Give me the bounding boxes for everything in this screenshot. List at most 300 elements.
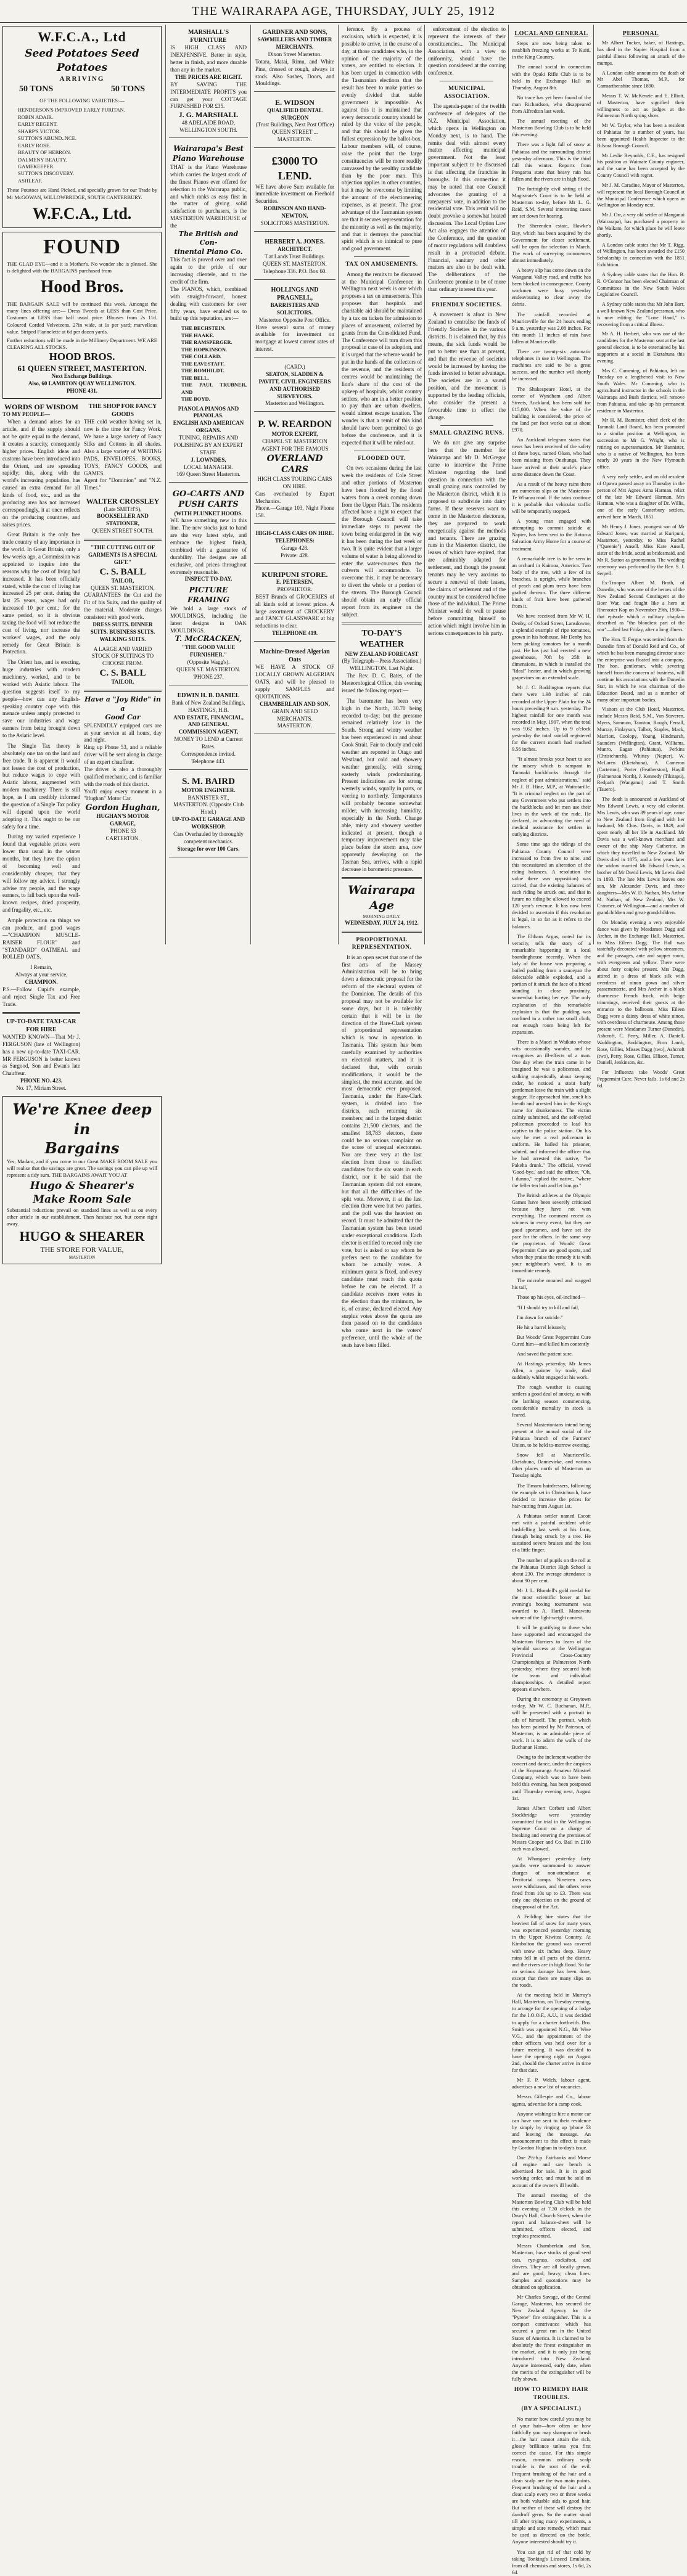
wisdom-and-shop-split: [2, 403, 162, 1092]
local-paragraph: There is a Maori in Waikato whose wits occasionally wander, and he recognises an ill-effects of a man. One day when the train came in he imagined he was a policeman, and stalking majestically about keeping order, he noticed a stout burly gentleman leave the train with a slight stagger. He approached him, smelt his breath and arrested him in the King's name for drunkenness. The victim calmly submitted, and the self-styled policeman proceeded to lead his captive to the police station. On his way he met a real policeman in uniform. He hailed his prisoner, saluted, and informed the officer that he had arrested this native, "he Pakeha drunk." The official, vowed 'Good-bye,' and said the officer, "Oh, I dunno," replied the native, "where the feller ten bob and let him go.": [512, 1039, 591, 1188]
mccracken-opp: (Opposite Wagg's).: [187, 659, 230, 666]
personal-paragraph: A London cable announces the death of Mr Abel Thomas, M.P., for Carmarthenshire since 1890.: [597, 70, 685, 89]
local-paragraph: Messrs Gillespie and Co., labour agents, advertise for a camp cook.: [512, 2094, 591, 2107]
reardon-hire: HIGH CLASS TOURING CARS ON HIRE.: [257, 475, 332, 489]
personal-paragraph: Mr J. Orr, a very old settler of Manganui (Wairarapa), has purchased a property in the Waikato, for which place he will leave shortly.: [597, 212, 685, 238]
local-paragraph: I'm down for suicide.": [517, 1314, 563, 1320]
taxi-address: No. 17, Miriam Street.: [16, 1085, 67, 1092]
ball-addr: QUEEN ST. MASTERTON,: [91, 584, 155, 591]
taxi-sub: FOR HIRE: [26, 1026, 57, 1033]
hood-address: 61 QUEEN STREET, MASTERTON.: [17, 363, 147, 373]
hugo-name2: Make Room Sale: [33, 1193, 131, 1206]
bargains-body: Yes, Madam, and if you come to our Great MAKE ROOM SALE you will realise that the savings are great. The savings you can pile up will represent a tidy sum. THE BARGAINS AWAIT YOU AT: [7, 1158, 157, 1179]
column-rule: [338, 25, 339, 944]
hood-glad-eye: THE GLAD EYE—and it is Mother's. No wonder she is pleased. She is delighted with the BARGAINS purchased from: [7, 260, 157, 274]
hughan-phone: 'PHONE 53: [109, 828, 136, 835]
ball-lines: DRESS SUITS. DINNER SUITS. BUSINESS SUITS. WALKING SUITS.: [90, 621, 155, 642]
jones-addr: T.at Lands Trust Buildings.: [264, 253, 326, 260]
hair-footer: You can get rid of that cold by taking Tonking's Linseed Emulsion, from all chemists and stores, 1s 6d, 2s 6d.: [512, 2549, 591, 2575]
reardon-phone: Phone.—Garage 103, Night Phone 158.: [255, 505, 334, 519]
local-paragraph: The Timaru hairdressers, following the example set in Christchurch, have decided to increase the prices for hair-cutting from August 1st.: [512, 1482, 591, 1509]
gocarts-sub: (WITH PLUNKET HOODS.: [174, 510, 243, 517]
jones-ad: [254, 235, 335, 280]
kuripuni-ad: [254, 568, 335, 642]
column-editorial-2: [426, 25, 508, 944]
prop-heading: PROPORTIONAL REPRESENTATION.: [352, 936, 412, 951]
reardon-agent: AGENT FOR THE FAMOUS: [261, 446, 329, 452]
daniel-addr: HASTINGS, H.B.: [187, 706, 229, 713]
reardon-addr: CHAPEL ST. MASTERTON: [262, 438, 327, 445]
hood-bros-ad: [2, 232, 162, 399]
baird-trade: MOTOR ENGINEER.: [181, 787, 236, 793]
kuripuni-title: KURIPUNI STORE.: [261, 570, 328, 579]
piano-make: THE BECHSTEIN.: [181, 325, 226, 332]
local-paragraph: An Auckland telegram states that news has been received of the safety of three boys, named Olsen, who had been missing from Onehunga. They have arrived at their uncle's place some distance down the Coast.: [512, 437, 591, 477]
kuripuni-trade: PROPRIETOR.: [277, 586, 313, 592]
weather-telegraph: (By Telegraph—Press Association.): [342, 658, 422, 664]
local-paragraph: "It almost breaks your heart to see the misery which is rampant in Taranaki backblocks through the neglect of past administrations," said Mr J. B. Hine, M.P., at Waitotarille. "It is criminal neglect on the part of any Government who put settlers into the backblocks and let men use their lives in the work of the rude. He declared, in advocating the need of medical assistance for settlers in outlying districts.: [512, 756, 591, 838]
piano-sub2: ENGLISH AND AMERICAN ORGANS.: [173, 420, 244, 434]
piano-make: THE COLLARD.: [181, 353, 221, 360]
paper-title: Wairarapa Age: [348, 883, 416, 912]
personal-paragraph: A Sydney cable states that Mr John Barr, a well-known New Zealand pressman, who is now editing the "Lone Hand," is recovering from a critical illness.: [597, 301, 685, 327]
local-paragraph: Mr J. C. Boddington reports that there were 1.98 inches of rain recorded at the Upper Plain for the 24 hours preceding 9 a.m. yesterday. The highest rainfall for one month was recorded in May, 1907, when the total was 9.62 inches. Up to 9 o'clock yesterday the total rainfall registered for the current month had reached 9.56 inches.: [512, 685, 591, 753]
baird-body: UP-TO-DATE GARAGE AND WORKSHOP.: [171, 816, 245, 830]
local-paragraph: The Eltham Argus, noted for its veracity, tells the story of a remarkable happening in a local boardinghouse recently. When the lady of the house was preparing a boiled pudding from a saucepan the delectable edible exploded, and a portion of it struck the face of a friend standing in close proximity, somewhat hurting her eye. The only explanation of this remarkable explosion is that the pudding was confined in a rather too small cloth, not enough room being left for expansion.: [512, 933, 591, 1035]
baird-storage: Storage for over 100 Cars.: [177, 845, 240, 852]
personal-paragraph: A London cable states that Mr T. Rigg, of Wellington, has been awarded the £150 Scholarship in connection with the 1851 Exhibition.: [597, 242, 685, 268]
column-rule: [250, 25, 251, 944]
local-paragraph: The microbe moaned and wagged his tail,: [512, 1278, 591, 1291]
ball-quote: "THE CUTTING OUT OF GARMENTS IS A SPECIAL GIFT.": [88, 544, 157, 565]
paper-date: WEDNESDAY, JULY 24, 1912.: [345, 919, 419, 926]
daniel-bank: Bank of New Zealand Buildings,: [171, 699, 245, 706]
pragnell-body: Have several sums of money available for investment on mortgage at lowest current rates of interest.: [255, 324, 334, 353]
personal-paragraph: Messrs T. W. McKenzie and E. Elliott, of Masterton, have signified their willingness to act as judges at the Palmerston North spring show.: [597, 92, 685, 119]
column-rule: [165, 25, 166, 944]
piano-make: THE HOPKINSON.: [181, 346, 228, 353]
potato-variety: EARLY REGENT.: [18, 121, 58, 128]
personal-paragraph: Mr A. H. Herbert, who was one of the candidates for the Masterton seat at the last general election, is to be entertained by his supporters at a social in Eketahuna this evening.: [597, 331, 685, 364]
column-ads-2: [167, 25, 250, 944]
marshall-title: MARSHALL'S FURNITURE: [187, 29, 229, 44]
personal-heading: PERSONAL: [622, 30, 659, 37]
wisdom-signoff: I Remain,: [30, 964, 52, 971]
wfca-tons-left: 50 TONS: [19, 84, 54, 94]
gocarts-ad: [169, 486, 248, 685]
local-paragraph: Anyone wishing to hire a motor car can have one sent to their residence by simply by ringing up 'phone 53 and leaving the message. An announcement to this effect is made by Gordon Hughan in to-day's issue.: [512, 2111, 591, 2151]
local-paragraph: The annual meeting of the Masterton Bowling Club is to be held this evening.: [512, 118, 591, 138]
baird-ad: [169, 774, 248, 857]
friendly-heading: FRIENDLY SOCIETIES.: [432, 301, 502, 308]
daniel-ad: [169, 689, 248, 770]
taxi-title: UP-TO-DATE TAXI-CAR: [6, 1018, 76, 1025]
wisdom-article: [2, 403, 80, 1092]
flooded-heading: FLOODED OUT.: [358, 455, 406, 462]
cars-hire-sub: TELEPHONES:: [274, 538, 315, 544]
jones-name: HERBERT A. JONES.: [265, 238, 325, 245]
piano-title2: Piano Warehouse: [172, 154, 245, 163]
lend-title: £3000 TO LEND.: [271, 155, 318, 182]
kuripuni-name: E. PETERSEN,: [276, 579, 314, 586]
column-rule: [508, 25, 509, 944]
weather-heading: TO-DAY'S WEATHER: [359, 628, 405, 650]
piano-company1: The British and Con-: [178, 229, 239, 247]
local-paragraph: And saved the patient sure.: [517, 1351, 573, 1357]
personal-paragraph: Mr H. M. Bannister, chief clerk of the Taranaki Land Board, has been promoted to a similar position at Wellington, in succession to Mr G. Wright, who is retiring on superannuation. Mr Bannister, who is a native of Wellington, has been nearly 20 years in the New Plymouth office.: [597, 417, 685, 470]
local-paragraph: Messrs Chamberlain and Son, Masterton, have stocks of good seed oats, rye-grass, cocksfoot, and clovers. They are all locally grown, and are good, heavy, clean lines. Samples and quotations may be obtained on application.: [512, 2243, 591, 2290]
local-paragraph: No trace has yet been found of the man Richardson, who disappeared from Alfredton last week.: [512, 94, 591, 115]
column-ads-3: [252, 25, 338, 944]
wisdom-ps: P.S.—Follow Cupid's example, and reject Single Tax and Free Trade.: [2, 986, 80, 1007]
hugo-name1: Hugo & Shearer's: [30, 1179, 134, 1192]
wfca-tons: [7, 84, 157, 95]
potato-variety: GAMEKEEPER.: [18, 163, 55, 170]
found-headline: FOUND: [43, 235, 121, 259]
seaton-ad: [254, 361, 335, 412]
gardner-addr: Dixon Street Masterton.: [268, 51, 322, 57]
piano-title1: Wairarapa's Best: [173, 144, 244, 153]
hair-body: No matter how careful you may be of your hair—how often or how faithfully you may shampoo or brush it—the hair cannot attain the rich, glossy brilliance unless you first correct the cause. For this simple reason, common ordinary scalp trouble is the root of the evil. Frequent brushing of the hair and a clean scalp are the two main points. Frequent brushing of the hair and a clean scalp every two or three weeks are both valuable aids to good hair. But neither of these will destroy the dandruff germ. So the matter stood till after trying many experiments, a simple and sure remedy, which must be used as directed on the bottle. Anyone interested should try it.: [512, 2416, 591, 2545]
local-paragraph: James Albert Corbett and Albert Stockbridge were yesterday committed for trial in the Wellington Supreme Court on a charge of breaking and entering the premises of Messrs Cooper and Co. Bail in £100 each was allowed.: [512, 1805, 591, 1852]
picture-title: PICTURE FRAMING: [187, 586, 229, 605]
hood-next: Next Exchange Buildings.: [51, 373, 113, 380]
ball-trade: TAILOR,: [111, 577, 134, 584]
wfca-variety-list: [18, 107, 157, 184]
wisdom-paragraph: When a demand arises for an article, and if the supply should not be quite equal to the demand, it creates a scarcity, consequently higher prices. English ideas and customs have been introduced into the Orient, and are spreading rapidly; this, along with the world's increasing population, has caused an extra demand for all kinds of food, etc., and as the producing area has not increased correspondingly, it at once reflects on the producing countries, and raises prices.: [2, 419, 80, 528]
hood-further: Further reductions will be made in the Millinery Department. WE ARE CLEARING ALL STOCKS.: [7, 337, 157, 351]
local-paragraph: The annual social in connection with the Opaki Rifle Club is to be held in the Exchange Hall on Thursday, August 8th.: [512, 64, 591, 91]
wfca-footer: W.F.C.A., Ltd.: [32, 204, 132, 223]
lend-name: ROBINSON AND HAND-NEWTON,: [263, 205, 326, 219]
picture-body: We hold a large stock of MOULDINGS, including the latest designs in OAK MOULDINGS.: [170, 605, 247, 634]
oats-ad: [254, 645, 335, 734]
wisdom-signature: CHAMPION.: [25, 979, 58, 986]
hughan-body4: You'll enjoy every moment in a "Hughan" Motor Car.: [84, 788, 162, 802]
piano-make: THE ROMHILDT.: [181, 367, 224, 374]
seaton-addr: Masterton and Wellington.: [265, 400, 324, 407]
oats-name: CHAMBERLAIN AND SON,: [260, 700, 330, 707]
piano-make: THE BELL.: [181, 374, 209, 381]
oats-town: MASTERTON.: [277, 722, 313, 729]
gardner-body: Totara, Matai, Rimu, and White Pine, dressed or rough, always in stock. Also Sashes, Doors, and Mouldings.: [255, 58, 334, 87]
municipal-body: The agenda-paper of the twelfth conference of delegates of the N.Z. Municipal Association, which opens in Wellington on Monday next, is to hand. The remits deal with almost every matter affecting municipal government. Not the least important subject to be discussed is that affecting the franchise in boroughs. In this connection it may be noted that one Council advocates the granting of a ratepayers' vote, in addition to the residential vote. This remit will no doubt provoke a somewhat heated discussion. The Local Option Law Act also engages the attention of the Conference, and the question of motor regulations will doubtless result in a protracted debate. Financial, sanitary and other matters are also to be dealt with. The deliberations of the Conference promise to be of more than ordinary interest this year.: [428, 103, 506, 293]
wfca-arriving: ARRIVING: [59, 75, 105, 83]
piano-make: THE EAVESTAFF.: [181, 360, 225, 367]
ball-body: GUARANTEES the Cut and the Fit of his Suits, and the quality of the material. Moderate charges consistent with good work.: [84, 592, 162, 621]
local-paragraph: A heavy slip has come down on the Wanganui Valley road, and traffic has been blocked in consequence. County workmen were busy yesterday endeavouring to clear away the debris.: [512, 268, 591, 308]
oats-title: Machine-Dressed Algerian Oats: [260, 648, 330, 664]
piano-make: THE PAUL TRUBNER, AND: [181, 382, 247, 395]
local-paragraph: A remarkable tree is to be seen in an orchard in Kaimoa, America. Two body of the tree, with a few of its branches, is upright, while branches of peach and plum trees have been grafted thereon. The three different kinds of fruit have been gathered from it.: [512, 555, 591, 610]
flooded-body: On two occasions during the last week the residents of Cole Street and other portions of Masterton have been flooded by the flood waters from a creek coming down from the Upper Plain. The residents affected have a right to expect that the Borough Council will take immediate steps to prevent the town being endangered in the way it has been during the last week or two. It is quite evident that a larger volume of water is being allowed to enter the water-courses than the culverts will accommodate. To overcome this, it may be necessary to divert the whole or a portion of the stream. The Borough Council should obtain an early official report from its engineer on the subject.: [342, 465, 422, 618]
personal-paragraph: Ex-Trooper Albert M. Brath, of Dunedin, who was one of the heroes of the New Zealand Second Contingent at the Boer War, and fought like a hero at Rhenoster Kop on November 29th, 1900—that episode which a military chaplain described as "the bloodiest part of the war"—died last Friday, after a long illness.: [597, 580, 685, 633]
widson-trade: QUALIFIED DENTAL SURGEON: [266, 107, 323, 121]
local-paragraph: A Feilding hire states that the heaviest fall of snow for many years was experienced yesterday morning in the Upper Kiwitea Country. At Kimbolton the ground was covered with snow six inches deep. Heavy rains fell in all parts of the district, and the rivers are in high flood. So far no serious damage has been done, except that there are many slips on the roads.: [512, 1914, 591, 1989]
pragnell-addr: Masterton Opposite Post Office.: [258, 316, 331, 323]
local-paragraph: "If I should try to kill and fail,: [517, 1304, 580, 1310]
weather-lead: The Rev. D. C. Bates, of the Meteorological Office, this evening issued the following report:—: [342, 673, 422, 693]
personal-paragraph: A Sydney cable states that the Hon. B. R. O'Connor has been elected Chairman of Committees in the New South Wales Legislative Council.: [597, 271, 685, 298]
local-paragraph: Snow fell at Mauriceville, Eketahuna, Dannevirke, and various other places north of Masterton on Tuesday night.: [512, 1452, 591, 1479]
local-paragraph: The rough weather is causing settlers a good deal of anxiety, as with the lambing season commencing, considerable mortality in stock is feared.: [512, 1384, 591, 1418]
daniel-trade: AND ESTATE, FINANCIAL, AND GENERAL COMMISSION AGENT,: [173, 714, 244, 735]
taxi-body: WANTED KNOWN—That Mr J. FERGUSON (late of Wellington) has a new up-to-date TAXI-CAR. MR FERGUSON is better known as Sargood, Son and Ewan's late Chauffeur.: [2, 1033, 80, 1077]
personal-paragraph: Mr Albert Tucker, baker, of Hastings, has died in the Napier Hospital from a painful illness following an attack of the mumps.: [597, 40, 685, 66]
personal-paragraph: The Hon. T. Fergus was retired from the Dunedin firm of Donald Reid and Co., of which he has been managing director since the enterprise was floated into a company. The hon. gentleman, while severing himself from the concern of business, will continue his associations with the Dunedin Star, in which he was chairman of the Education Board, and as a member of many other important bodies.: [597, 637, 685, 703]
column-local-general: [509, 25, 593, 2575]
local-paragraph: At Whangarei yesterday forty youths were summoned to answer charges of non-attendance at Territorial camps. Nineteen cases were withdrawn, and the others were fined from 10s up to £3. There was only one objection on the ground of disapproval of the Act.: [512, 1856, 591, 1910]
seaton-card: (CARD.): [284, 364, 305, 370]
ball2-trade: TAILOR.: [111, 679, 134, 685]
wisdom-paragraph: The Orient has, and is erecting, huge industries with modern machinery, worked, and to be worked with Asiatic labour. The question suggests itself to my people—how can any English-speaking country cope with this menace unless amply protected to save our industries and wage earners from being brought down to the Asiatic level.: [2, 659, 80, 739]
local-paragraph: It will be gratifying to those who have supported and encouraged the Masterton Harriers to learn of the splendid success at the Wellington Provincial Cross-Country Championships at Palmerston North yesterday, where they secured both the team and individual championships. A detailed report appears elsewhere.: [512, 1625, 591, 1693]
bargains-line2: Bargains: [44, 1139, 120, 1158]
ball-body2: A LARGE AND VARIED STOCK OF SUITINGS TO CHOOSE FROM.: [91, 645, 154, 667]
local-paragraph: But Woods' Great Peppermint Cure Cured him—and killed him contently: [512, 1334, 591, 1347]
crossley-late: (Late SMITH'S),: [104, 505, 142, 512]
hood-phone: PHONE 431.: [66, 388, 97, 395]
piano-manager-title: LOCAL MANAGER.: [184, 464, 233, 470]
wfca-tons-right: 50 TONS: [110, 84, 145, 94]
potato-variety: SUTTON'S ABUND..NCE.: [18, 135, 76, 142]
personal-paragraph: The death is announced at Auckland of Mrs Edward Lewis, a very old colonist. Mrs Lewis, who was 89 years of age, came to New Zealand from England with her husband, Mr Chas. Davis, in 1849, and spent nearly all her life in Auckland. Mr Davis was a well-known merchant and owner of the ship Mary Catherine, in which they travelled to New Zealand. Mr Davis died in 1875, and a few years later the widow married Mr Edward Lewis, a brother of Mr David Lewis, Mr Lewis died in 1893. The late Mrs Lewis leaves one son, Mr Alexander Davis, and three daughters—Mrs W. D. Nathan, Mrs Arthur M. Nathan, of New Zealand, Mrs W. Cranmer, of Wellington—and a number of grandchildren and great-grandchildren.: [597, 796, 685, 916]
local-paragraph: Mr J. L. Blundell's gold medal for the most scientific boxer at last evening's boxing tournament was awarded to A. Harill, Manawatu winner of the light-weight contest.: [512, 1587, 591, 1621]
local-paragraph: He hit a barrel leisurely,: [517, 1324, 567, 1330]
weather-sub: NEW ZEALAND FORECAST: [345, 650, 419, 657]
marshall-body: IS HIGH CLASS AND INEXPENSIVE. Better in style, better in finish, and more durable than any in the market.: [170, 44, 247, 73]
piano-body: THAT is the Piano Warehouse which carries the largest stock of the finest Pianos ever offered for selection to the Wairarapa public, and which ranks as easy first in the matter of giving solid satisfaction to purchasers, is the MASTERTON WAREHOUSE of the: [170, 164, 247, 229]
gardner-ad: [254, 26, 335, 92]
local-paragraph: There was a light fall of snow at Pahiatua and the surrounding district yesterday afternoon. This is the third fall this winter. Reports from Pongaroa state that heavy rain has fallen and the rivers are in high flood.: [512, 142, 591, 182]
pragnell-name: HOLLINGS AND PRAGNELL,: [271, 286, 319, 301]
weather-place: WELLINGTON, Last Night.: [349, 665, 414, 672]
piano-make: THE HAAKE.: [181, 332, 215, 338]
wfca-intro: OF THE FOLLOWING VARIETIES:—: [39, 97, 125, 104]
mccracken-tag: "THE GOOD VALUE FURNISHER.": [181, 644, 236, 658]
gocarts-title: GO-CARTS AND PUSH CARTS: [172, 489, 245, 510]
municipal-heading: MUNICIPAL ASSOCIATION.: [443, 86, 490, 100]
prop-body: It is an open secret that one of the first acts of the Massey Administration will be to bring down a democratic proposal for the reform of the electoral system of the Dominion. The details of this proposal may not be available for some days, but it is tolerably certain that it will be in the direction of the Hare-Clark system of proportional representation which is now in operation in Tasmania. This system has been carefully examined by authorities on electoral matters, and it is declared that, with certain modifications, it would be the simplest, the most accurate, and the most democratic ever proposed. Tasmania, under the Hare-Clark system, is divided into five districts, each returning six members; and in the largest district contains 21,500 electors, and the smallest 18,783 electors, there could be no serious complaint on the score of unequal electorates. Nor are there very at the last election from those to disaffect candidates for the six seats in each district, nor it be said that the Tasmanian system did not ensure, but that all the difficulties of the split vote. Moreover, it at the last election there were but two parties, and the poll was the heaviest on record. It must be admitted that the Tasmanian system has been tested under exceptional conditions. Each elector is entitled to record only one vote, but is asked to say whom he prefers next to the candidate for whom he actually votes. A minimum quota is fixed, and every candidate must reach this quota before he can be elected. If a candidate receives more votes in the election than the minimum, he is, of course, declared elected. Any surplus votes above the quota are then passed on to the candidates who come next in the voters' preference, until the whole of the seats have been filled.: [342, 954, 422, 1349]
grazing-body: We do not give any surprise here that the member for Wairarapa and Mr D. McGregor came to interview the Prime Minister regarding the land question in connection with the small grazing runs controlled by the Masterton district, which it is proposed to subdivide into dairy farms. If these reserves want to come in the Masterton electorate, they are prepared to work energetically against the methods and tenants. There are grazing runs in the Masterton district, the leases of which have expired, that are admirably adapted for settlement, and though the present tenants may be very anxious to secure a renewal of their leases, the claims of settlement and of the country must be considered before those of the individual. The Prime Minister would do well to pause before committing himself to action which might involve him in serious consequences to his party.: [428, 440, 506, 636]
local-paragraph: Some time ago the tidings of the Pahiatua County Council were increased to from five to nine, and this necessitated an alteration of the riding balances. A resolution the value there was opposition) was carried, that the existing balances of each riding be struck out, and that in future no riding be allowed to exceed 120 year's revenue. It has now been decided to ascertain if this resolution is legal, in so far as it refers to the balances.: [512, 841, 591, 930]
daniel-corr: Correspondence invited.: [181, 750, 236, 757]
gardner-title: GARDNER AND SONS,: [262, 29, 327, 36]
wfca-note: These Potatoes are Hand Picked, and specially grown for our Trade by Mr McGOWAN, WILLOWBRIDGE, SOUTH CANTERBURY.: [7, 187, 157, 200]
local-paragraph: A young man engaged with attempting to commit suicide at Napier, has been sent to the Rotorua Salvation Army Home for a course of treatment.: [512, 518, 591, 552]
crossley-addr: QUEEN STREET SOUTH.: [91, 528, 154, 534]
hood-body: THE BARGAIN SALE will be continued this week. Amongst the many lines offering are:— Dress Tweeds at LESS than Cost Price. Costumes at LESS than half usual price. Blouses from 2s 11d. Coloured Corded Velveteens, 27in wide, at 1s per yard; marvellous value. Striped Flannelette at 6d per dozen yards.: [7, 300, 157, 335]
marshall-ad: [169, 26, 248, 138]
hughan-name: Gordon Hughan,: [85, 803, 160, 813]
personal-paragraph: Mr W. Taylor, who has been a resident of Pahiatua for a number of years, has been appointed Health Inspector to the Bilsora Borough Council.: [597, 123, 685, 149]
piano-manager: J. LOWNDES,: [191, 456, 226, 463]
personal-paragraph: Mrs C. Cumming, of Pahiatua, left on Tuesday on a lengthened visit to New South Wales. Mr Cumming, who is agricultural instructor in the schools in the Wairarapa and Bush districts, will remove from Pahiatua, and take up his permanent residence in Masterton.: [597, 367, 685, 414]
personal-paragraph: Mr Henry J. Jones, youngest son of Mr Edward Jones, was married at Kuripuni, Masterton, yesterday, to Miss Rachel ("Queenie") Ansell. Miss Kate Ansell, sister of the bride, acted as bridesmaid, and Mr R. Sutton as groomsman. The wedding ceremony was performed by the Rev. S. J. Serpell.: [597, 523, 685, 576]
wfca-headline: Seed Potatoes Seed Potatoes: [25, 47, 139, 74]
daniel-money: MONEY TO LEND at Current Rates.: [174, 736, 243, 750]
jones-trade: ARCHITECT.: [277, 246, 313, 253]
personal-paragraph: For Influenza take Woods' Great Peppermint Cure. Never fails. 1s 6d and 2s 6d.: [597, 1069, 685, 1089]
local-paragraph: There are twenty-six automatic telephones in use in Wellington. The machines are said to be a great success, and the number will shortly be increased.: [512, 349, 591, 382]
piano-addr: 169 Queen Street Masterton.: [176, 471, 241, 478]
fancy-title: THE SHOP FOR FANCY GOODS: [88, 403, 157, 419]
hugo-shearer-ad: [2, 1096, 162, 1264]
cars-hire-garage: Garage 428.: [281, 544, 308, 551]
column-editorial-1: [339, 25, 424, 1349]
editorial-continued: ference. By a process of exclusion, which is expected, it is possible to arrive, in the course of a day, at those candidates who, in the opinion of the majority of the voters, are entitled to election. It has been urged in connection with the Tasmanian elections that the result has been to make parties so evenly divided that stable government is impossible. As against this it is maintained that every democratic country should be ruled by the voice of the people, and that this should be given the fullest expression by the ballot-box. Labour members will, of course, raise the point that the large constituencies will be more readily canvassed by the wealthy candidate than by the poor man. This objection applies in other countries, but it may be overcome by limiting the amount of the electioneering expenses, as at present. The great advantage of the Tasmanian system are that it secures representation for the minority as well as the majority, and that it destroys the parochial spirit which is so inimical to pure and good government.: [342, 26, 422, 252]
mccracken-addr: QUEEN ST. MASTERTON.: [176, 666, 241, 673]
local-general-heading: LOCAL AND GENERAL: [514, 30, 588, 37]
wisdom-salutation: TO MY PEOPLE—: [2, 411, 51, 418]
local-paragraph: One 2½-h.p. Fairbanks and Morse oil engine and saw bench is advertised for sale. It is in good working order, and must be sold on account of the owner's ill health.: [512, 2155, 591, 2188]
local-paragraph: The number of pupils on the roll at the Pahiatua District High School is about 230. The average attendance is about 90 per cent.: [512, 1557, 591, 1584]
hugo-town: MASTERTON: [68, 1255, 96, 1261]
personal-paragraph: On Monday evening a very enjoyable dance was given by Mesdames Dagg and Archer, in the Exchange Hall, Masterton, to Miss Eileen Dagg. The Hall was tastefully decorated with yellow streamers, and the passages, ante and supper room, with evergreens and yellow. There were about forty couples present. Mrs Dagg, attired in a dress of black silk with overdress of ninon gown and silver passementerie, and Mrs Archer in a black charmeuse French frock, with beige trimmings, received their guests at the entrance to the ballroom. Miss Eileen Dagg wore a dainty dress of white ninon, with overdress of charmeuse. Among those present were Mesdames Turner (Dunedin), Ashcroft, C. Perry, Miller, A. Daniell, Waddington, Boddington, Eton Lamb, Rose, Gillies, Misses Dagg (two), Ashcroft (two), Perry, Rose, Gillies, Ellison, Turner, Daniell, Jenkinson, &c.: [597, 920, 685, 1066]
jones-street: QUEEN ST. MASTERTON.: [263, 260, 327, 267]
lend-trade: SOLICITORS MASTERTON.: [260, 219, 329, 226]
potato-variety: HENDERSON'S IMPROVED EARLY PURITAN.: [18, 107, 125, 113]
local-paragraph: The annual meeting of the Masterton Bowling Club will be held this evening at 7.30 o'clock in the Drury's Hall, Church Street, when the report and balance-sheet will be submitted, officers elected, and trophies presented.: [512, 2192, 591, 2239]
potato-variety: DALMENY BEAUTY.: [18, 156, 67, 163]
grazing-heading: SMALL GRAZING RUNS.: [429, 430, 504, 436]
local-paragraph: The rainfall recorded at Mauriceville for the 24 hours ending 9 a.m. yesterday was 2.08 inches. For this month 11 inches of rain have fallen at Mauriceville.: [512, 311, 591, 345]
tax-body: Among the remits to be discussed at the Municipal Conference in Wellington next week is one which proposes a tax on amusements. This proposes that hospitals and charitable aid should be maintained by a tax on tickets for admission to places of amusement, collected by grants from the Consolidated Fund. The Conference will turn down this proposal in case of its adoption, and it is urged that the scheme would be put in the hands of the collectors of the revenue, and the residents of centres would be maintaining the lion's share of the cost of the upkeep of hospitals, whilst country settlers, who are in a better position to pay than are urban dwellers, would almost escape taxation. The wonder is that a remit of this kind should have been permitted to go before the conference, and it is expected that it will be ruled out.: [342, 271, 422, 446]
personal-paragraph: A very early settler, and an old resident of Opawa passed away on Thursday in the person of Mrs Agnes Anna Harman, relict of the late Mr Edward Harman. Mrs Harman, who was a daughter of Dr. Willis, one of the early Canterbury settlers, arrived here in March, 1851.: [597, 474, 685, 520]
potato-variety: BEAUTY OF HEBRON.: [18, 149, 72, 156]
potato-variety: ROBIN ADAIR.: [18, 113, 54, 120]
wisdom-paragraph: Ample protection on things we can produce, and good wages—"CHAMPION MUSCLE-RAISER FLOUR" and "STANDARD" OATMEAL and ROLLED OATS.: [2, 917, 80, 960]
column-ads-left: [0, 25, 164, 1261]
local-paragraph: Those up his eyes, oil-inclined—: [517, 1294, 585, 1301]
reardon-trade: MOTOR EXPERT,: [271, 431, 318, 438]
friendly-body: A movement is afoot in New Zealand to centralise the funds of Friendly Societies in the various districts. It is claimed that, by this means, the sick funds would be put to better use than at present, and that the revenue of societies would be increased by having the funds invested to better advantage. The societies are in a sound position, and the movement is supported by the leading officials, who consider the present a favourable time to effect the change.: [428, 311, 506, 420]
reardon-name: P. W. REARDON: [258, 419, 332, 430]
potato-variety: EARLY ROSE.: [18, 142, 51, 149]
paper-sub: MORNING DAILY.: [363, 913, 401, 919]
marshall-addr: 48 ADELAIDE ROAD,: [181, 119, 236, 126]
personal-paragraph: Visitors at the Club Hotel, Masterton, include Messrs Reid, S.M., Van Staveren, Myers, Sammon, Taunton, Rough, Ferrall, Murray, Finlayson, Talbot, Staples, Mack, Marriott, Coolopy, Young, Hindmarsh, Saunders (Wellington), Grant, Williams, Munro, Eagan (Pahiatua), Perkins (Christchurch), Whittey (Napier), W. McLaren (Eketahuna), A. Cameron (Carterton), Porter (Featherston), Hayill (Palmerston North), J. Kennedy (Tikitapu), Redpath (Wanganui) and T. Smith (Tauero).: [597, 706, 685, 793]
wfca-ad: [2, 26, 162, 228]
personal-paragraph: Mr Leslie Reynolds, C.E., has resigned his position as Waimate County engineer, and the same has been accepted by the County Council with regret.: [597, 152, 685, 179]
baird-body2: Cars Overhauled by thoroughly competent mechanics.: [173, 830, 244, 844]
piano-body3: The PIANOS, which, combined with straight-forward, honest dealing with customers for over fifty years, have enabled us to build up this reputation, are:—: [170, 285, 247, 322]
local-paragraph: We have received from Mr W. H. Denby, of Oxford Street, Lansdowne, a splendid example of ripe tomatoes, grown in his hothouse. Mr Denby has been picking tomatoes for a month past. He has just had erected a new greenhouse, 70ft by 25ft in dimensions, in which is installed the "Ideal" heater, and in which growing grapevines on an extended scale.: [512, 613, 591, 681]
hugo-footer: HUGO & SHEARER: [19, 1229, 145, 1245]
local-paragraph: The fortnightly civil sitting of the Magistrate's Court is to be held at Masterton to-day, before Mr L. G. Reid, S.M. Several interesting cases are set down for hearing.: [512, 186, 591, 219]
local-paragraph: During the ceremony at Greytown to-day, Mr W. C. Buchanan, M.P., will be presented with a portrait in oils of himself. The portrait, which has been painted by Mr Paterson, of Masterton, is an admirable piece of work. It is to adorn the walls of the Buchanan Home.: [512, 1696, 591, 1750]
piano-ad: [169, 142, 248, 483]
piano-sub3: TUNING, REPAIRS AND POLISHING BY AN EXPERT STAFF.: [173, 435, 244, 456]
marshall-town: WELLINGTON SOUTH.: [179, 126, 237, 133]
fancy-agent: Agent for "Dominion" and "N.Z. Times.": [84, 477, 162, 491]
wisdom-signoff2: Always at your service,: [15, 971, 68, 978]
local-paragraph: The Sherenden estate, Hawke's Bay, which has been acquired by the Government for closer settlement, will be open for selection in March. The work of surveying commences almost immediately.: [512, 223, 591, 263]
bargains-line1: We're Knee deep in: [12, 1100, 152, 1138]
kuripuni-phone: TELEPHONE 419.: [271, 630, 318, 637]
local-paragraph: The Shakespeare Hotel, at the corner of Wyndham and Albert Streets, Auckland, has been sold for £15,000. When the value of the building is considered, the price of the land per foot works out at about £970.: [512, 386, 591, 433]
piano-make: THE RAMSPERGER.: [181, 339, 232, 346]
local-paragraph: Mr Charles Savage, of the Central Garage, Masterton, has secured the New Zealand Agency for the "Pyrene" fire extinguisher. This is a compact contrivance which has secured a great run in the United States of America. It is claimed to be absolutely the finest extinguisher on the market, and it is only just being introduced into New Zealand. Anyone interested, early date, when the merits of the extinguisher will be fully shown.: [512, 2294, 591, 2382]
widson-addr: (Trust Buildings, Next Post Office) QUEEN STREET ... MASTERTON.: [255, 121, 334, 143]
cars-hire-ad: [254, 528, 335, 564]
crossley-name: WALTER CROSSLEY: [86, 497, 160, 506]
piano-make: THE BOYD.: [181, 396, 210, 403]
hughan-body: SPLENDIDLY equipped cars are at your service at all hours, day and night.: [84, 722, 162, 743]
gocarts-body: WE have something new in this line. The new stocks just to hand are the very latest style, and embrace the highest finish, combined with a guarantee of durability. The designs are all exclusive, and prices throughout extremely reasonable.: [170, 517, 247, 575]
gocarts-inspect: INSPECT TO-DAY.: [184, 576, 232, 583]
hair-heading: HOW TO REMEDY HAIR TROUBLES.: [514, 2387, 589, 2401]
potato-variety: ASHLEAF.: [18, 177, 43, 184]
hood-footer-name: HOOD BROS.: [49, 351, 115, 363]
tax-heading: TAX ON AMUSEMENTS.: [345, 261, 418, 268]
cars-hire-private: Private: 428.: [281, 552, 309, 558]
lend-ad: [254, 152, 335, 232]
wisdom-title: WORDS OF WISDOM: [4, 403, 78, 412]
marshall-name: J. G. MARSHALL: [178, 110, 239, 120]
daniel-phone: Telephone 443.: [191, 758, 226, 764]
hugo-tag: THE STORE FOR VALUE,: [40, 1245, 124, 1254]
hughan-body2: Ring up Phone 53, and a reliable driver will be sent along in charge of an expert chauffeur.: [84, 744, 162, 766]
editorial2-continued: enforcement of the election to represent the interests of their constituencies... The Municipal Association, with a view to uniformity, should have the question considered at the coming conference.: [428, 26, 506, 76]
baird-addr: BANNISTER ST., MASTERTON. (Opposite Club Hotel.): [173, 794, 244, 816]
pragnell-ad: [254, 284, 335, 358]
lend-body: WE have above Sum available for immediate investment on Freehold Securities.: [255, 183, 334, 205]
daniel-name: EDWIN H. B. DANIEL: [177, 692, 240, 699]
ball-name: C. S. BALL: [99, 566, 146, 577]
local-paragraph: Owing to the inclement weather the concert and dance, under the auspices of the Kopuaranga Amateur Minstrel Company, which was to have been held this evening, has been postponed until Thursday evening next, August 1st.: [512, 1754, 591, 1801]
personal-paragraphs: [597, 40, 685, 1090]
local-paragraph: As a result of the heavy rains there are numerous slips on the Masterton-Te Wharau road. If the rains continue it is probable that vehicular traffic will be temporarily stopped.: [512, 481, 591, 515]
fancy-goods-and-tailor-ads: [84, 403, 162, 1092]
mccracken-name: T. McCRACKEN,: [175, 634, 242, 644]
local-paragraph: At the meeting held in Murray's Hall, Masterton, on Tuesday evening, to arrange for the opening of a lodge for the I.O.O.F., A.U., it was decided to apply for a charter forthwith. Bro. Smith was appointed N.G., Mr Wise V.G., and the appointment of the other officers was held over for a future meeting. It was decided to have the opening night on August 2nd, should the charter arrive in time for that date.: [512, 1992, 591, 2074]
weather-body: The barometer has been very high in the North, 30.70 being recorded to-day; but the pressure remained relatively low in the South. Strong and wintry weather has been experienced in and about Cook Strait. Fair to cloudy and cold weather are reported in Otago and Westland, but cold and showery weather generally, with strong easterly winds predominating. Present indications are for strong westerly winds, squally in parts, or veering to northerly. Temperatures will probably become somewhat milder, with increasing humidity, especially in the North. Change able, misty and showery weather indicated at present, though a temporary improvement may take place before the storm area, now apparently developing on the Tasman Sea, arrives, with a rapid decrease in barometric pressure.: [342, 697, 422, 872]
gardner-trade: SAWMILLERS AND TIMBER MERCHANTS.: [257, 36, 332, 51]
reardon-cars: OVERLAND CARS: [266, 454, 323, 475]
hughan-town: CARTERTON.: [105, 835, 140, 842]
reardon-ad: [254, 415, 335, 524]
potato-variety: SUTTON'S DISCOVERY.: [18, 170, 74, 177]
local-paragraph: Steps are now being taken to establish freezing works at Te Kuiti, in the King Country.: [512, 41, 591, 60]
wisdom-paragraph: Great Britain is the only free trade country of any importance in the world. In Great Britain, only a few weeks ago, a Commission was appointed to inquire into the reasons why the cost of living had increased. It has been officially stated, while the cost of living has increased 25 per cent. during the last 25 years, wages had only increased 10 per cent.; for the same period, so it is obvious taxing the food will not reduce the cost of living, nor increase the workers' wages, and the only remedy for Great Britain is Protection.: [2, 531, 80, 655]
local-paragraph: Mr F. P. Welch, labour agent, advertises a new list of vacancies.: [512, 2077, 591, 2090]
masthead-title: THE WAIRARAPA AGE, THURSDAY, JULY 25, 1912: [192, 4, 495, 18]
hughan-garage: HUGHAN'S MOTOR GARAGE,: [96, 813, 149, 827]
hughan-title2: Good Car: [105, 713, 141, 722]
piano-company2: tinental Piano Co.: [174, 247, 243, 256]
hughan-body3: The driver is also a thoroughly qualified mechanic, and is familiar with the roads of this district.: [84, 766, 162, 787]
jones-phone: Telephone 336. P.O. Box 60.: [263, 268, 327, 274]
seaton-name: SEATON, SLADDEN & PAVITT, CIVIL ENGINEERS AND AUTHORISED SURVEYORS.: [258, 370, 331, 399]
masthead: [0, 0, 687, 23]
hood-also: Also, 60 LAMBTON QUAY WELLINGTON.: [28, 380, 136, 387]
kuripuni-body: BEST Brands of GROCERIES of all kinds sold at lowest prices. A large assortment of CROCKERY and FANCY GLASSWARE at big reductions to clear.: [255, 593, 334, 629]
column-rule: [593, 25, 594, 944]
cars-hire-title: HIGH-CLASS CARS ON HIRE.: [255, 530, 334, 537]
marshall-body2: BY SAVING THE INTERMEDIATE PROFITS you can get your COTTAGE FURNISHED FOR £35.: [170, 81, 247, 110]
pragnell-trade: BARRISTERS AND SOLICITORS.: [270, 301, 319, 316]
taxi-phone: PHONE NO. 423.: [20, 1077, 62, 1084]
wisdom-paragraph: The Single Tax theory is absolutely one tax on the land and free trade. It is apparent it would not lessen the cost of production, but reduce wages to cope with Asiatic labour, augmented with modern machinery. There is still hope, as I am credibly informed the question of a Single Tax policy will depend upon the world adopting it. This ought to be our safety for a time.: [2, 742, 80, 830]
local-paragraph: At Hastings yesterday, Mr James Allen, a painter by trade, died suddenly whilst engaged at his work.: [512, 1361, 591, 1381]
hughan-title1: Have a "Joy Ride" in a: [84, 695, 161, 713]
column-personal: [594, 25, 687, 1089]
piano-body2: This fact is proved over and over again to the pride of our increasing clientele, and to the credit of the firm.: [170, 256, 247, 285]
reardon-body: Cars overhauled by Expert Mechanics.: [255, 490, 334, 504]
mccracken-phone: 'PHONE 237.: [193, 673, 224, 680]
baird-name: S. M. BAIRD: [182, 776, 235, 787]
